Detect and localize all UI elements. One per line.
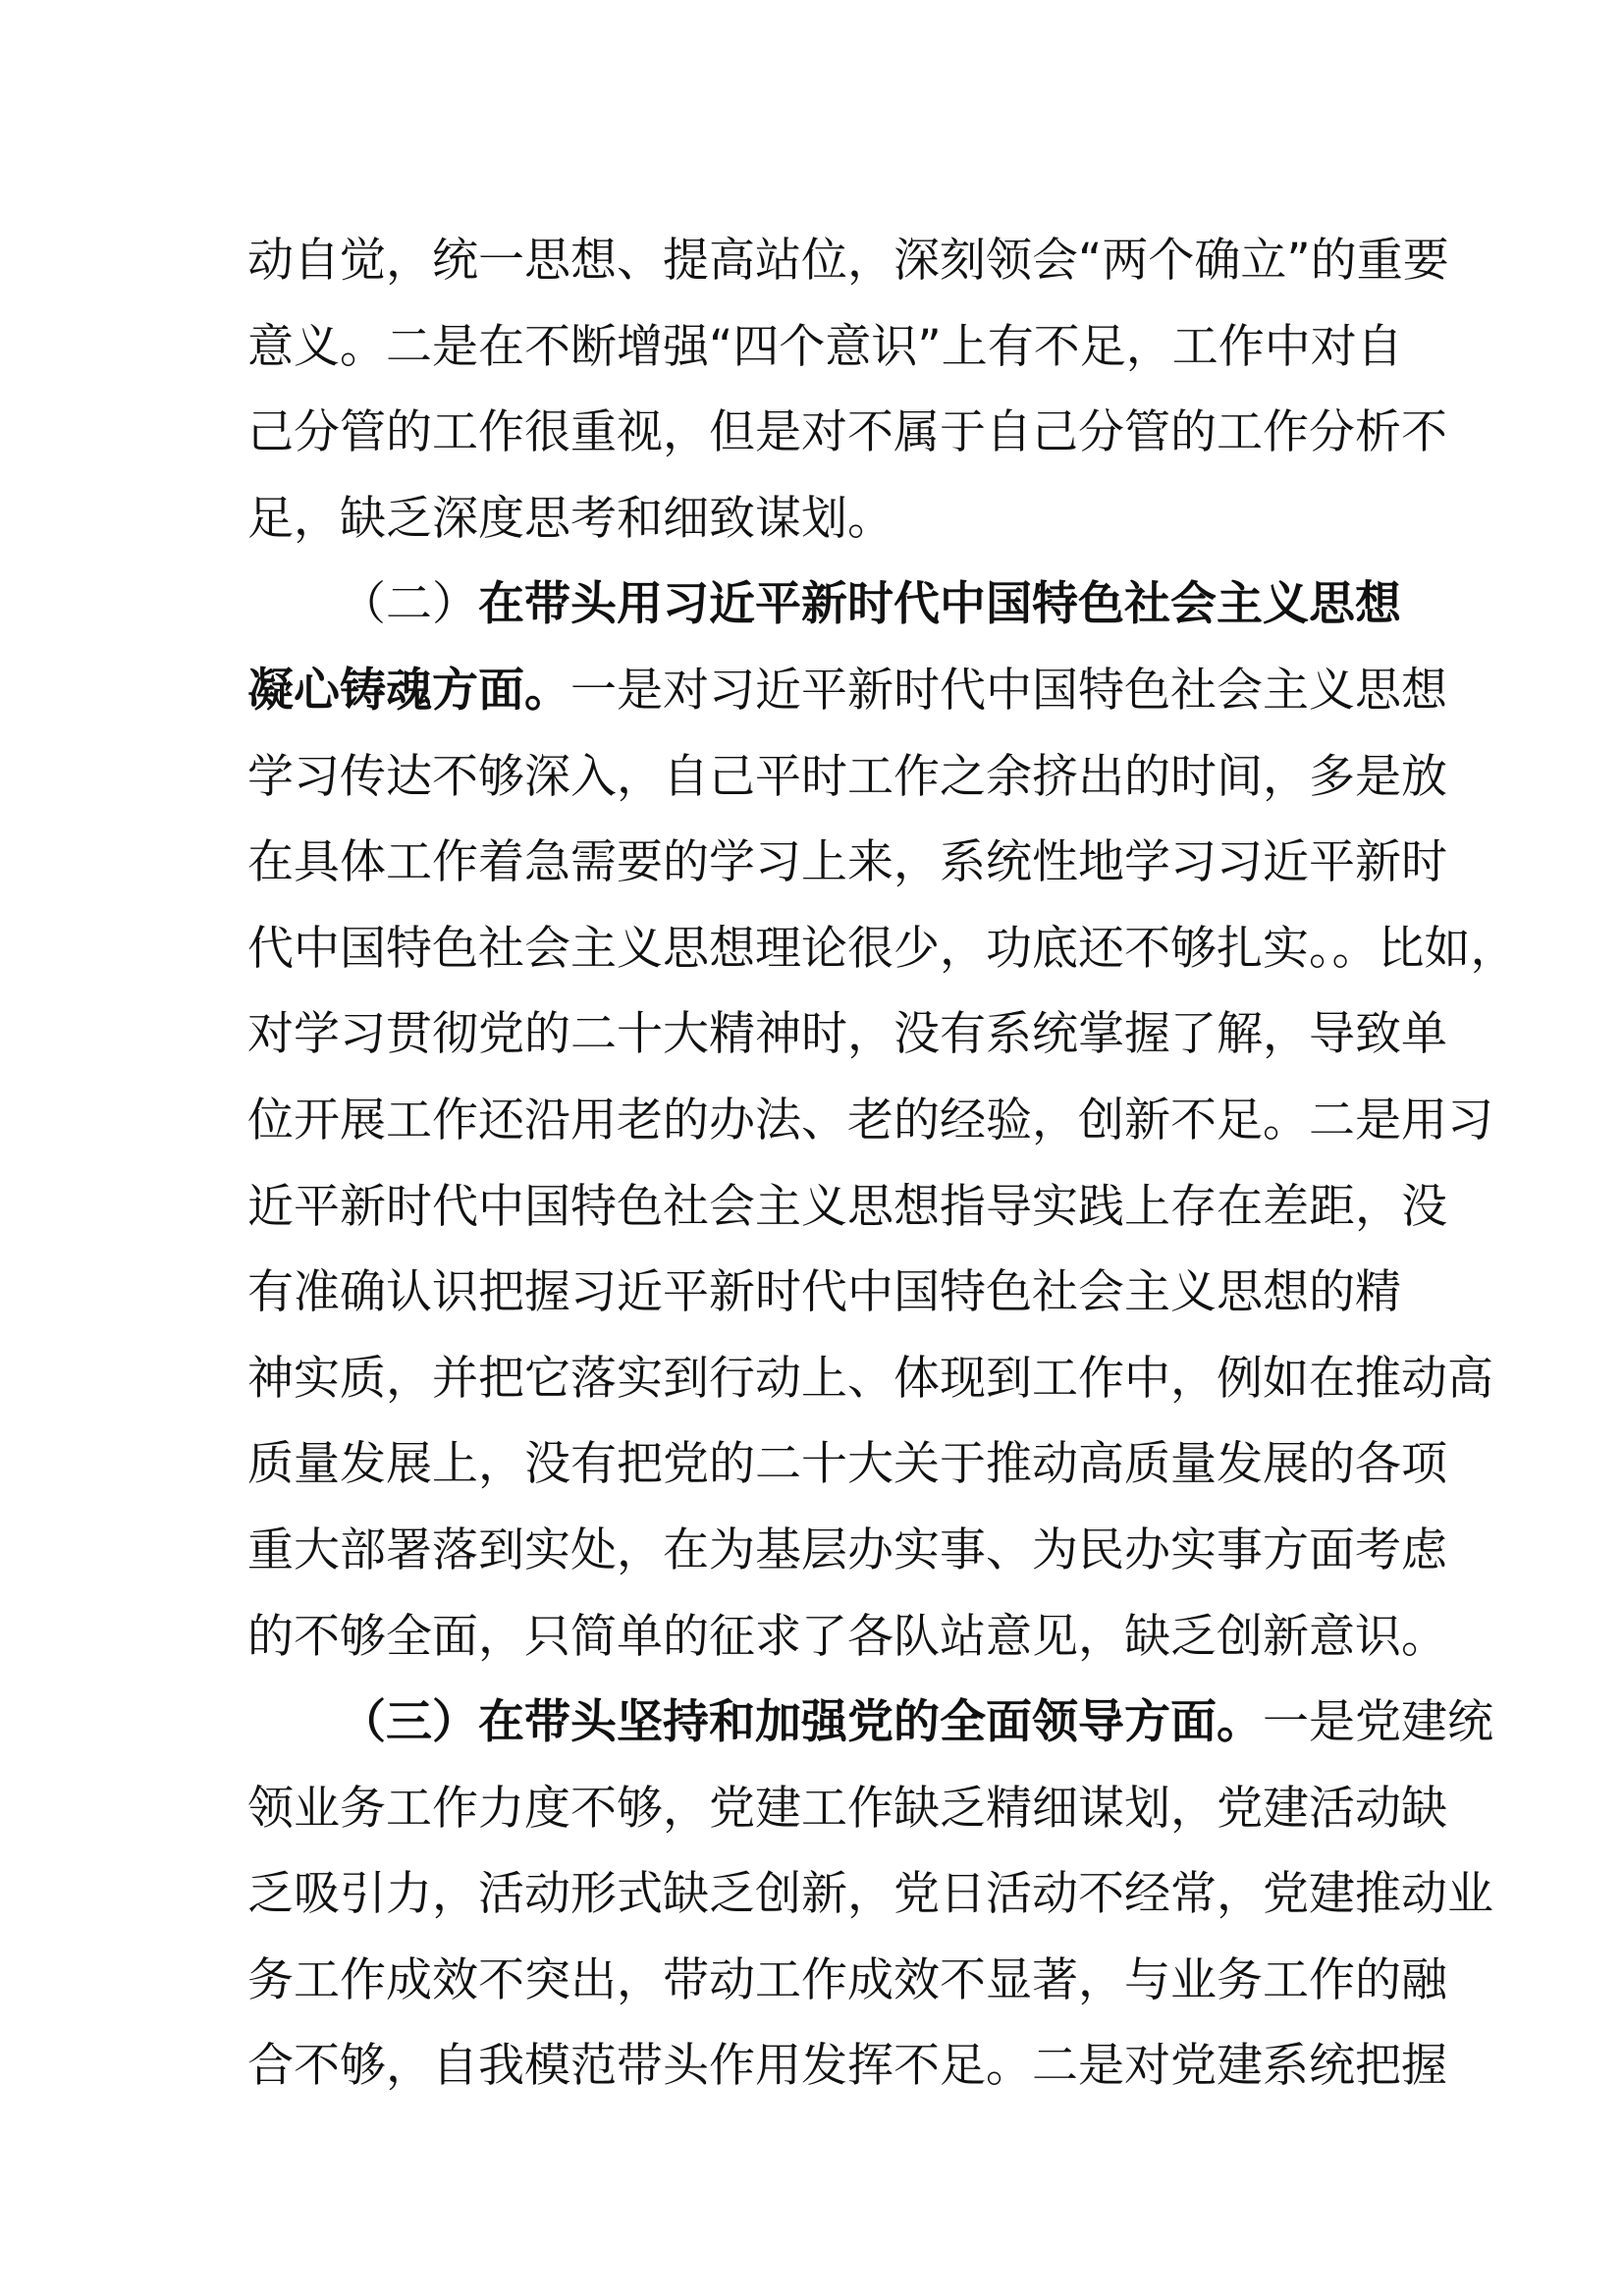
text-line: 学习传达不够深入，自己平时工作之余挤出的时间，多是放 <box>247 749 1447 804</box>
text-line: 对学习贯彻党的二十大精神时，没有系统掌握了解，导致单 <box>247 1007 1447 1062</box>
document-body <box>247 218 1517 2109</box>
text-line: 意义。二是在不断增强“四个意识”上有不足，工作中对自 <box>247 319 1403 374</box>
section-3-number: （三） <box>340 1695 478 1750</box>
text-line: 近平新时代中国特色社会主义思想指导实践上存在差距，没 <box>247 1179 1447 1234</box>
text-line: 领业务工作力度不够，党建工作缺乏精细谋划，党建活动缺 <box>247 1781 1447 1836</box>
section-2-text: 一是对习近平新时代中国特色社会主义思想 <box>570 663 1447 718</box>
section-2-heading-continued: 凝心铸魂方面。 <box>247 663 570 718</box>
section-2-heading: 在带头用习近平新时代中国特色社会主义思想 <box>478 577 1401 632</box>
section-3-heading: 在带头坚持和加强党的全面领导方面。 <box>478 1695 1263 1750</box>
text-line: 位开展工作还沿用老的办法、老的经验，创新不足。二是用习 <box>247 1093 1493 1148</box>
text-line: 重大部署落到实处，在为基层办实事、为民办实事方面考虑 <box>247 1522 1447 1577</box>
text-line: 乏吸引力，活动形式缺乏创新，党日活动不经常，党建推动业 <box>247 1867 1493 1922</box>
text-line: 神实质，并把它落实到行动上、体现到工作中，例如在推动高 <box>247 1351 1493 1406</box>
text-line: 质量发展上，没有把党的二十大关于推动高质量发展的各项 <box>247 1437 1447 1492</box>
text-line: 合不够，自我模范带头作用发挥不足。二是对党建系统把握 <box>247 2039 1447 2094</box>
section-3-text: 一是党建统 <box>1263 1695 1493 1750</box>
text-line: 动自觉，统一思想、提高站位，深刻领会“两个确立”的重要 <box>247 234 1449 288</box>
text-line: 的不够全面，只简单的征求了各队站意见，缺乏创新意识。 <box>247 1609 1447 1664</box>
text-line: 在具体工作着急需要的学习上来，系统性地学习习近平新时 <box>247 835 1447 890</box>
text-line: 务工作成效不突出，带动工作成效不显著，与业务工作的融 <box>247 1952 1447 2007</box>
text-line: 己分管的工作很重视，但是对不属于自己分管的工作分析不 <box>247 405 1447 460</box>
section-2-number: （二） <box>340 577 478 632</box>
section-2-heading-line <box>247 561 1401 648</box>
text-line: 有准确认识把握习近平新时代中国特色社会主义思想的精 <box>247 1265 1401 1320</box>
text-line <box>247 648 1447 734</box>
section-3-heading-line <box>247 1680 1493 1766</box>
text-line: 足，缺乏深度思考和细致谋划。 <box>247 491 893 546</box>
text-line: 代中国特色社会主义思想理论很少，功底还不够扎实。。比如， <box>247 921 1517 976</box>
